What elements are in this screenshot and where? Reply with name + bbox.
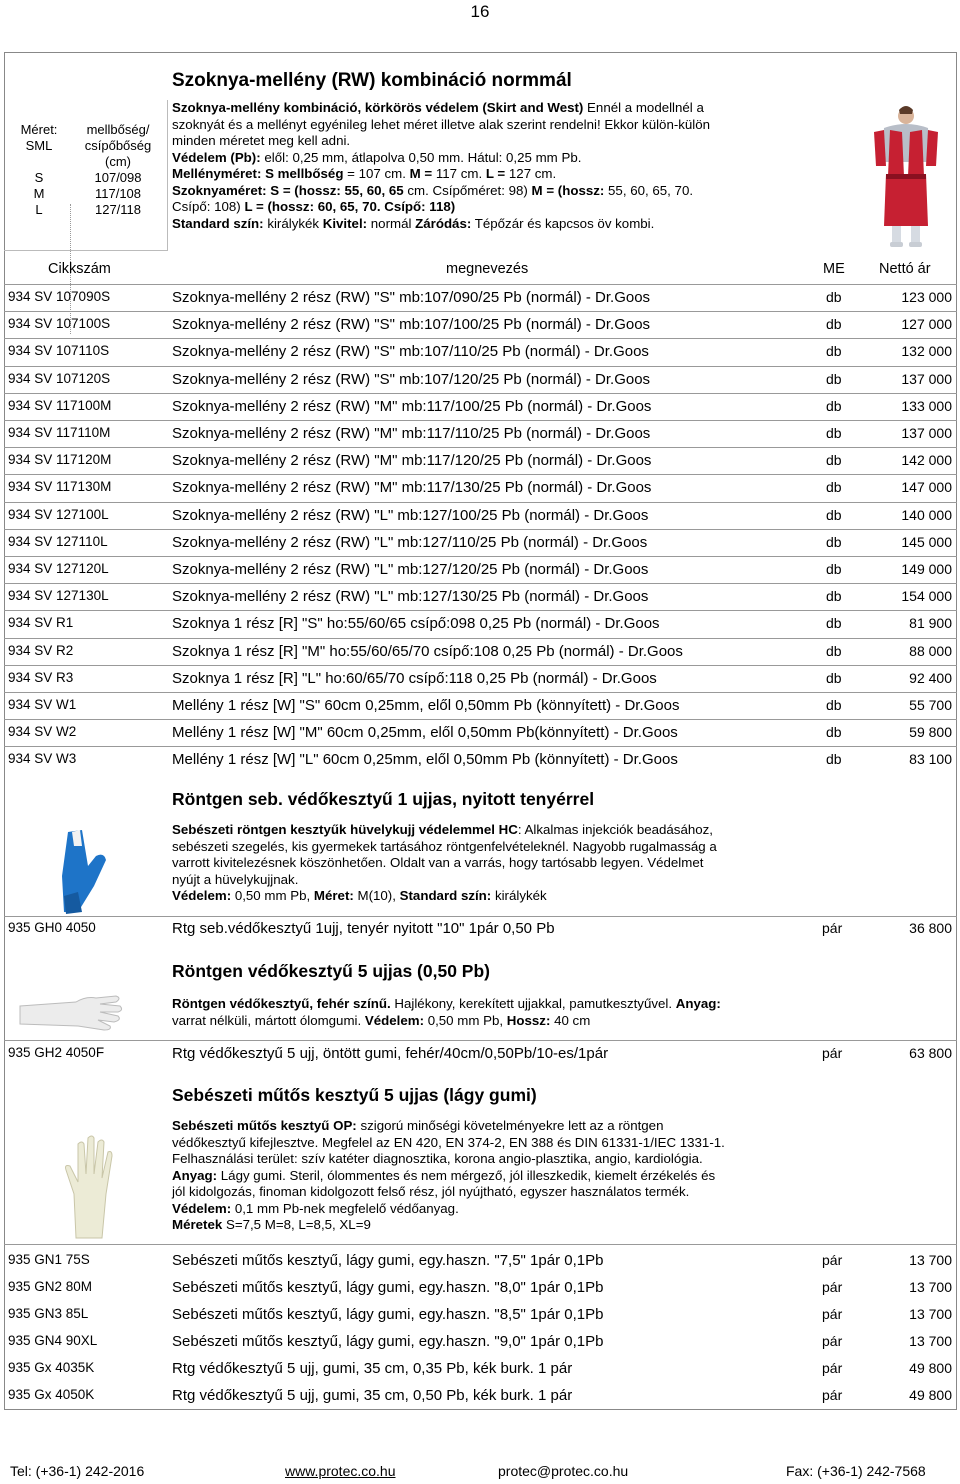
description-line: védőkesztyű kifejlesztve. Megfelel az EN 420, EN 374-2, EN 388 és DIN 61331-1/IEC 1331-1. xyxy=(172,1134,725,1150)
size-label: M xyxy=(33,186,45,201)
row-divider xyxy=(4,692,957,693)
row-divider xyxy=(4,338,957,339)
description-line: varrat nélküli, mártott ólomgumi. Védelem: 0,50 mm Pb, Hossz: 40 cm xyxy=(172,1012,591,1028)
section-description-skirt-vest xyxy=(172,100,822,232)
row-divider xyxy=(4,529,957,530)
size-label: Méret: xyxy=(20,122,58,137)
product-unit: db xyxy=(826,289,842,305)
product-price: 147 000 xyxy=(901,479,952,496)
product-price: 127 000 xyxy=(901,316,952,333)
description-line: Védelem: 0,50 mm Pb, Méret: M(10), Standard szín: királykék xyxy=(172,888,547,903)
product-name: Sebészeti műtős kesztyű, lágy gumi, egy.haszn. "8,5" 1pár 0,1Pb xyxy=(172,1306,604,1323)
section-title-one-finger-glove: Röntgen seb. védőkesztyű 1 ujjas, nyitott tenyérrel xyxy=(172,789,595,809)
product-unit: pár xyxy=(822,920,843,936)
product-name: Szoknya-mellény 2 rész (RW) "S" mb:107/100/25 Pb (normál) - Dr.Goos xyxy=(172,316,651,334)
row-divider xyxy=(4,610,957,611)
product-unit: db xyxy=(826,615,842,632)
product-unit: db xyxy=(826,506,842,523)
description-line: Védelem (Pb): elől: 0,25 mm, átlapolva 0,50 mm. Hátul: 0,25 mm Pb. xyxy=(172,149,582,165)
product-name: Szoknya-mellény 2 rész (RW) "M" mb:117/110/25 Pb (normál) - Dr.Goos xyxy=(172,425,651,442)
col-header-unit: ME xyxy=(823,261,845,277)
product-name: Szoknya-mellény 2 rész (RW) "L" mb:127/130/25 Pb (normál) - Dr.Goos xyxy=(172,588,649,606)
product-code: 934 SV 117130M xyxy=(8,479,112,495)
section-title-surgical-glove: Sebészeti műtős kesztyű 5 ujjas (lágy gumi) xyxy=(172,1085,537,1105)
product-name: Sebészeti műtős kesztyű, lágy gumi, egy.haszn. "8,0" 1pár 0,1Pb xyxy=(172,1279,604,1296)
product-unit: pár xyxy=(822,1045,843,1061)
product-unit: db xyxy=(826,697,842,713)
description-line: Sebészeti műtős kesztyű OP: szigorú minőségi követelményekre lett az a röntgen xyxy=(172,1118,664,1133)
white-glove-photo xyxy=(16,992,126,1034)
product-price: 142 000 xyxy=(901,452,952,469)
product-unit: db xyxy=(826,370,842,387)
product-name: Szoknya 1 rész [R] "L" ho:60/65/70 csípő:118 0,25 Pb (normál) - Dr.Goos xyxy=(172,669,657,687)
product-price: 88 000 xyxy=(909,642,952,659)
product-unit: pár xyxy=(822,1306,843,1322)
product-price: 140 000 xyxy=(901,506,952,523)
description-line: Méretek S=7,5 M=8, L=8,5, XL=9 xyxy=(172,1217,371,1232)
product-name: Szoknya-mellény 2 rész (RW) "S" mb:107/120/25 Pb (normál) - Dr.Goos xyxy=(172,370,651,388)
description-line: Mellényméret: S mellbőség = 107 cm. M = 117 cm. L = 127 cm. xyxy=(172,166,557,181)
size-value: 117/108 xyxy=(94,186,142,201)
product-price: 55 700 xyxy=(909,697,952,713)
row-divider xyxy=(4,719,957,720)
description-line: jól kidolgozás, finoman kidolgozott felső rész, jól nyújtható, egyszer használatos termék. xyxy=(172,1184,690,1199)
product-unit: db xyxy=(826,425,842,441)
product-price: 13 700 xyxy=(909,1306,952,1322)
row-divider xyxy=(4,665,957,666)
col-header-code: Cikkszám xyxy=(48,261,111,277)
product-price: 137 000 xyxy=(901,370,952,387)
product-name: Mellény 1 rész [W] "S" 60cm 0,25mm, elől 0,50mm Pb (könnyített) - Dr.Goos xyxy=(172,697,680,714)
description-line: Röntgen védőkesztyű, fehér színű. Hajlékony, kerekített ujjakkal, pamutkesztyűvel. Anyag: xyxy=(172,996,721,1011)
product-name: Szoknya-mellény 2 rész (RW) "L" mb:127/100/25 Pb (normál) - Dr.Goos xyxy=(172,506,649,524)
product-price: 36 800 xyxy=(909,920,952,936)
description-line: minden méretet meg kell adni. xyxy=(172,133,351,148)
size-label: SML xyxy=(25,138,53,153)
size-label: S xyxy=(34,170,44,185)
product-code: 934 SV R2 xyxy=(8,642,74,658)
product-price: 49 800 xyxy=(909,1387,952,1403)
product-name: Mellény 1 rész [W] "L" 60cm 0,25mm, elől 0,50mm Pb (könnyített) - Dr.Goos xyxy=(172,751,678,769)
product-name: Sebészeti műtős kesztyű, lágy gumi, egy.haszn. "9,0" 1pár 0,1Pb xyxy=(172,1333,604,1350)
product-name: Szoknya-mellény 2 rész (RW) "L" mb:127/110/25 Pb (normál) - Dr.Goos xyxy=(172,533,648,551)
description-line: Felhasználási terület: szív katéter diagnosztika, korona angio-plasztika, angio, kardiológia. xyxy=(172,1151,703,1166)
description-line: varrott kivitelezésnek köszönhetően. Oldalt van a varrás, hogy tartósabb legyen. Védelmet xyxy=(172,855,704,870)
product-code: 934 SV W1 xyxy=(8,697,77,712)
product-name: Szoknya-mellény 2 rész (RW) "S" mb:107/110/25 Pb (normál) - Dr.Goos xyxy=(172,343,649,361)
product-code: 935 GN1 75S xyxy=(8,1252,90,1267)
product-price: 13 700 xyxy=(909,1279,952,1295)
footer-fax: Fax: (+36-1) 242-7568 xyxy=(786,1463,926,1479)
product-unit: db xyxy=(826,316,842,333)
size-table xyxy=(4,100,168,251)
size-value: 127/118 xyxy=(94,202,142,217)
product-code: 934 SV 117120M xyxy=(8,452,112,468)
col-header-price: Nettó ár xyxy=(879,261,931,277)
size-label xyxy=(10,154,68,170)
product-unit: db xyxy=(826,588,842,605)
table-row xyxy=(0,1252,960,1279)
product-price: 83 100 xyxy=(909,751,952,768)
section-title-skirt-vest: Szoknya-mellény (RW) kombináció normmál xyxy=(172,70,572,91)
product-unit: db xyxy=(826,751,842,768)
product-code: 934 SV 127120L xyxy=(8,561,109,576)
description-line: Standard szín: királykék Kivitel: normál Záródás: Tépőzár és kapcsos öv kombi. xyxy=(172,215,655,231)
product-name: Szoknya 1 rész [R] "S" ho:55/60/65 csípő:098 0,25 Pb (normál) - Dr.Goos xyxy=(172,615,660,633)
row-divider xyxy=(4,502,957,503)
description-line: Csípő: 108) L = (hossz: 60, 65, 70. Csípő: 118) xyxy=(172,199,456,214)
product-price: 59 800 xyxy=(909,724,952,741)
size-label: L xyxy=(35,202,43,217)
product-code: 934 SV W3 xyxy=(8,751,77,767)
product-unit: db xyxy=(826,397,842,414)
product-code: 935 GN3 85L xyxy=(8,1306,89,1321)
description-line: Védelem: 0,1 mm Pb-nek megfelelő védőanyag. xyxy=(172,1200,459,1216)
description-line: Anyag: Lágy gumi. Steril, ólommentes és nem mérgező, jól illeszkedik, kiemelt érzékelés és xyxy=(172,1167,716,1183)
product-price: 13 700 xyxy=(909,1252,952,1268)
product-price: 49 800 xyxy=(909,1360,952,1376)
product-name: Rtg védőkesztyű 5 ujj, öntött gumi, fehér/40cm/0,50Pb/10-es/1pár xyxy=(172,1045,609,1062)
col-header-name: megnevezés xyxy=(446,261,529,277)
product-unit: pár xyxy=(822,1333,843,1349)
product-code: 934 SV 127110L xyxy=(8,533,108,549)
description-line: Szoknyaméret: S = (hossz: 55, 60, 65 cm. Csípőméret: 98) M = (hossz: 55, 60, 65, 70. xyxy=(172,182,694,198)
size-value: 107/098 xyxy=(94,170,142,185)
row-divider xyxy=(4,284,957,285)
row-divider xyxy=(4,366,957,367)
table-row xyxy=(0,1045,960,1072)
product-unit: db xyxy=(826,561,842,577)
product-code: 934 SV 107110S xyxy=(8,343,110,359)
product-name: Szoknya-mellény 2 rész (RW) "L" mb:127/120/25 Pb (normál) - Dr.Goos xyxy=(172,561,649,578)
product-code: 935 GN4 90XL xyxy=(8,1333,98,1348)
product-name: Szoknya-mellény 2 rész (RW) "M" mb:117/100/25 Pb (normál) - Dr.Goos xyxy=(172,397,652,415)
product-code: 934 SV 107090S xyxy=(8,289,111,304)
blue-glove-photo xyxy=(48,826,118,916)
row-divider xyxy=(4,447,957,448)
footer-email-link[interactable]: protec@protec.co.hu xyxy=(498,1463,629,1479)
section-description-surgical-glove xyxy=(172,1118,812,1234)
row-divider xyxy=(4,746,957,747)
product-name: Szoknya-mellény 2 rész (RW) "M" mb:117/130/25 Pb (normál) - Dr.Goos xyxy=(172,479,652,497)
product-code: 935 Gx 4035K xyxy=(8,1360,95,1375)
product-price: 137 000 xyxy=(901,425,952,441)
product-unit: db xyxy=(826,452,842,469)
product-name: Mellény 1 rész [W] "M" 60cm 0,25mm, elől 0,50mm Pb(könnyített) - Dr.Goos xyxy=(172,724,678,742)
size-value: mellbőség/ xyxy=(86,122,150,137)
product-unit: db xyxy=(826,343,842,360)
divider xyxy=(4,1244,957,1245)
product-price: 123 000 xyxy=(901,289,952,305)
product-code: 934 SV 107100S xyxy=(8,316,111,332)
size-col-values xyxy=(72,122,164,218)
product-name: Szoknya-mellény 2 rész (RW) "S" mb:107/090/25 Pb (normál) - Dr.Goos xyxy=(172,289,651,306)
size-value: csípőbőség xyxy=(84,138,152,153)
product-price: 149 000 xyxy=(901,561,952,577)
product-name: Rtg védőkesztyű 5 ujj, gumi, 35 cm, 0,50 Pb, kék burk. 1 pár xyxy=(172,1387,573,1404)
product-unit: db xyxy=(826,533,842,550)
table-row xyxy=(0,1387,960,1414)
product-name: Rtg védőkesztyű 5 ujj, gumi, 35 cm, 0,35 Pb, kék burk. 1 pár xyxy=(172,1360,573,1377)
product-code: 934 SV 107120S xyxy=(8,370,111,386)
footer-tel: Tel: (+36-1) 242-2016 xyxy=(10,1463,145,1479)
product-code: 935 GH2 4050F xyxy=(8,1045,105,1060)
product-unit: db xyxy=(826,479,842,496)
section-title-five-finger-glove: Röntgen védőkesztyű 5 ujjas (0,50 Pb) xyxy=(172,961,490,981)
row-divider xyxy=(4,638,957,639)
size-col-labels xyxy=(10,122,68,218)
product-unit: db xyxy=(826,669,842,686)
footer-website-link[interactable]: www.protec.co.hu xyxy=(285,1463,396,1479)
apron-photo xyxy=(866,102,946,250)
product-code: 934 SV 127130L xyxy=(8,588,109,604)
section-description-one-finger-glove xyxy=(172,822,812,905)
product-unit: db xyxy=(826,724,842,741)
product-price: 145 000 xyxy=(901,533,952,550)
divider xyxy=(4,1040,957,1041)
product-price: 133 000 xyxy=(901,397,952,414)
row-divider xyxy=(4,583,957,584)
table-row xyxy=(0,1333,960,1360)
table-row xyxy=(0,751,960,778)
product-code: 934 SV W2 xyxy=(8,724,77,740)
description-line: Szoknya-mellény kombináció, körkörös védelem (Skirt and West) Ennél a modellnél a xyxy=(172,100,704,115)
product-unit: pár xyxy=(822,1252,843,1268)
table-row xyxy=(0,1360,960,1387)
product-name: Rtg seb.védőkesztyű 1ujj, tenyér nyitott "10" 1pár 0,50 Pb xyxy=(172,920,555,937)
table-row xyxy=(0,1306,960,1333)
product-name: Sebészeti műtős kesztyű, lágy gumi, egy.haszn. "7,5" 1pár 0,1Pb xyxy=(172,1252,604,1269)
section-description-five-finger-glove xyxy=(172,996,812,1029)
product-price: 81 900 xyxy=(909,615,952,632)
divider xyxy=(4,916,957,917)
row-divider xyxy=(4,474,957,475)
product-code: 934 SV R3 xyxy=(8,669,74,685)
description-line: nyújt a hüvelykujjnak. xyxy=(172,871,299,887)
product-unit: pár xyxy=(822,1279,843,1295)
product-code: 934 SV R1 xyxy=(8,615,74,631)
product-price: 154 000 xyxy=(901,588,952,605)
table-row xyxy=(0,1279,960,1306)
product-unit: pár xyxy=(822,1360,843,1376)
size-value: (cm) xyxy=(105,154,131,169)
description-line: sebészeti szegelés, kis gyermekek tartásához röntgenfelvételeknél. Nagyobb rugalmasság a xyxy=(172,838,717,854)
product-code: 934 SV 127100L xyxy=(8,506,109,522)
description-line: szoknyát és a mellényt egyénileg lehet méret illetve alak szerint rendelni! Ekkor külön-külön xyxy=(172,116,711,132)
row-divider xyxy=(4,393,957,394)
product-code: 934 SV 117110M xyxy=(8,425,111,440)
product-price: 92 400 xyxy=(909,669,952,686)
product-code: 935 GN2 80M xyxy=(8,1279,93,1294)
description-line: Sebészeti röntgen kesztyűk hüvelykujj védelemmel HC: Alkalmas injekciók beadásához, xyxy=(172,822,713,837)
product-code: 934 SV 117100M xyxy=(8,397,112,413)
row-divider xyxy=(4,556,957,557)
product-code: 935 Gx 4050K xyxy=(8,1387,95,1402)
row-divider xyxy=(4,311,957,312)
product-price: 13 700 xyxy=(909,1333,952,1349)
product-code: 935 GH0 4050 xyxy=(8,920,96,935)
page-number: 16 xyxy=(470,2,490,21)
product-price: 63 800 xyxy=(909,1045,952,1061)
table-row xyxy=(0,920,960,947)
product-unit: pár xyxy=(822,1387,843,1403)
row-divider xyxy=(4,420,957,421)
surgical-glove-photo xyxy=(60,1130,120,1242)
product-price: 132 000 xyxy=(901,343,952,360)
product-unit: db xyxy=(826,642,842,659)
product-name: Szoknya 1 rész [R] "M" ho:55/60/65/70 csípő:108 0,25 Pb (normál) - Dr.Goos xyxy=(172,642,683,660)
product-name: Szoknya-mellény 2 rész (RW) "M" mb:117/120/25 Pb (normál) - Dr.Goos xyxy=(172,452,652,470)
